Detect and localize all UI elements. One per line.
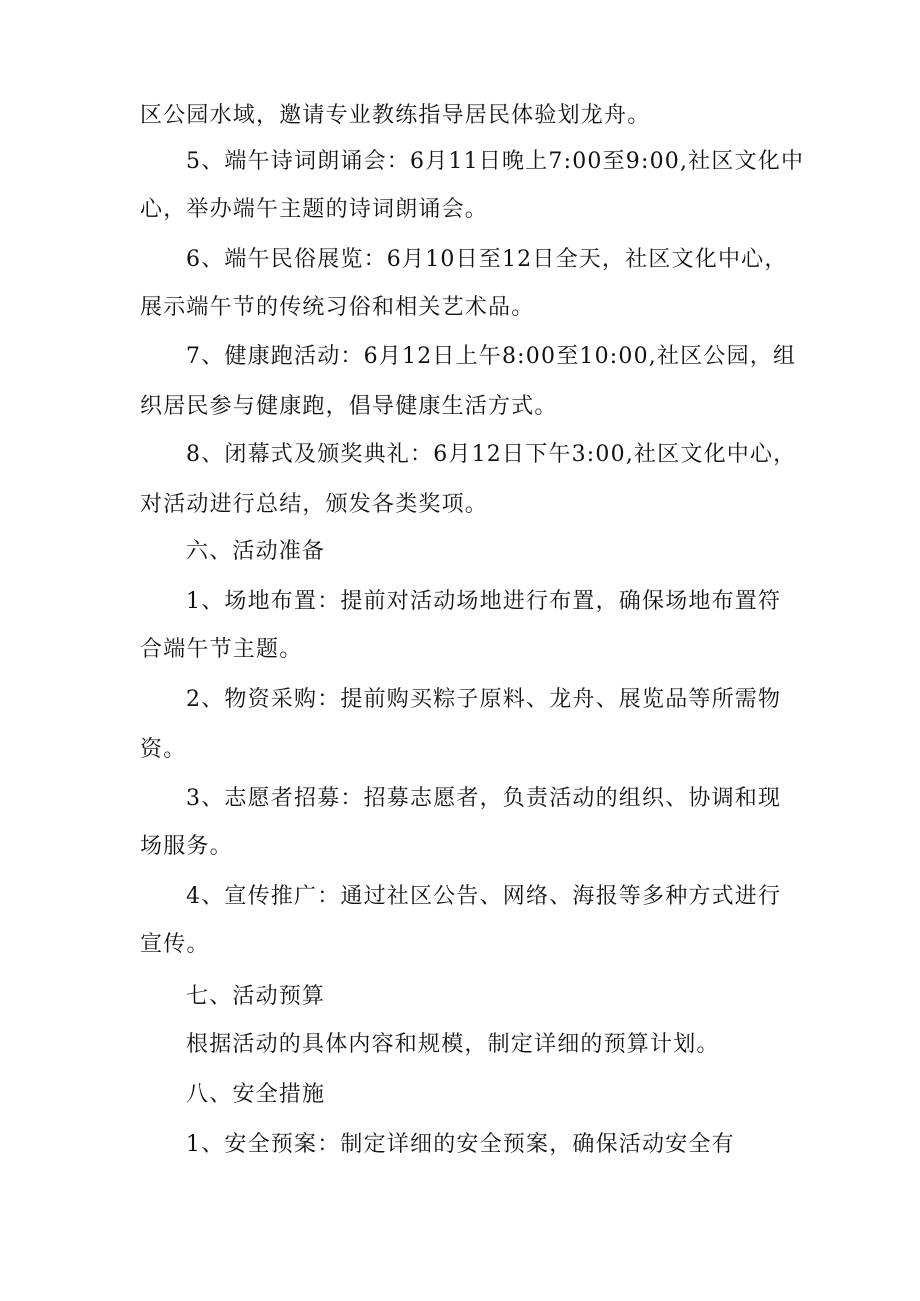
text-line: 根据活动的具体内容和规模，制定详细的预算计划。	[186, 1032, 720, 1057]
text-line: 6、端午民俗展览：6月10日至12日全天，社区文化中心，	[186, 247, 788, 272]
text-line: 场服务。	[140, 834, 233, 859]
text-line: 7、健康跑活动：6月12日上午8:00至10:00,社区公园，组	[186, 344, 797, 369]
text-line: 3、志愿者招募：招募志愿者，负责活动的组织、协调和现	[186, 786, 782, 811]
text-line: 区公园水域，邀请专业教练指导居民体验划龙舟。	[140, 103, 651, 128]
text-line: 合端午节主题。	[140, 637, 303, 662]
text-line: 资。	[140, 737, 187, 762]
text-line: 1、场地布置：提前对活动场地进行布置，确保场地布置符	[186, 589, 782, 614]
text-line: 4、宣传推广：通过社区公告、网络、海报等多种方式进行	[186, 884, 782, 909]
section-heading: 七、活动预算	[186, 984, 326, 1009]
text-line: 织居民参与健康跑，倡导健康生活方式。	[140, 394, 558, 419]
section-heading: 六、活动准备	[186, 539, 326, 564]
text-line: 1、安全预案：制定详细的安全预案，确保活动安全有	[186, 1132, 735, 1157]
text-line: 展示端午节的传统习俗和相关艺术品。	[140, 295, 535, 320]
text-line: 2、物资采购：提前购买粽子原料、龙舟、展览品等所需物	[186, 687, 782, 712]
text-line: 心，举办端午主题的诗词朗诵会。	[140, 197, 489, 222]
text-line: 8、闭幕式及颁奖典礼：6月12日下午3:00,社区文化中心，	[186, 442, 797, 467]
text-line: 宣传。	[140, 932, 210, 957]
section-heading: 八、安全措施	[186, 1082, 326, 1107]
text-line: 5、端午诗词朗诵会：6月11日晚上7:00至9:00,社区文化中	[186, 149, 805, 174]
text-line: 对活动进行总结，颁发各类奖项。	[140, 492, 489, 517]
